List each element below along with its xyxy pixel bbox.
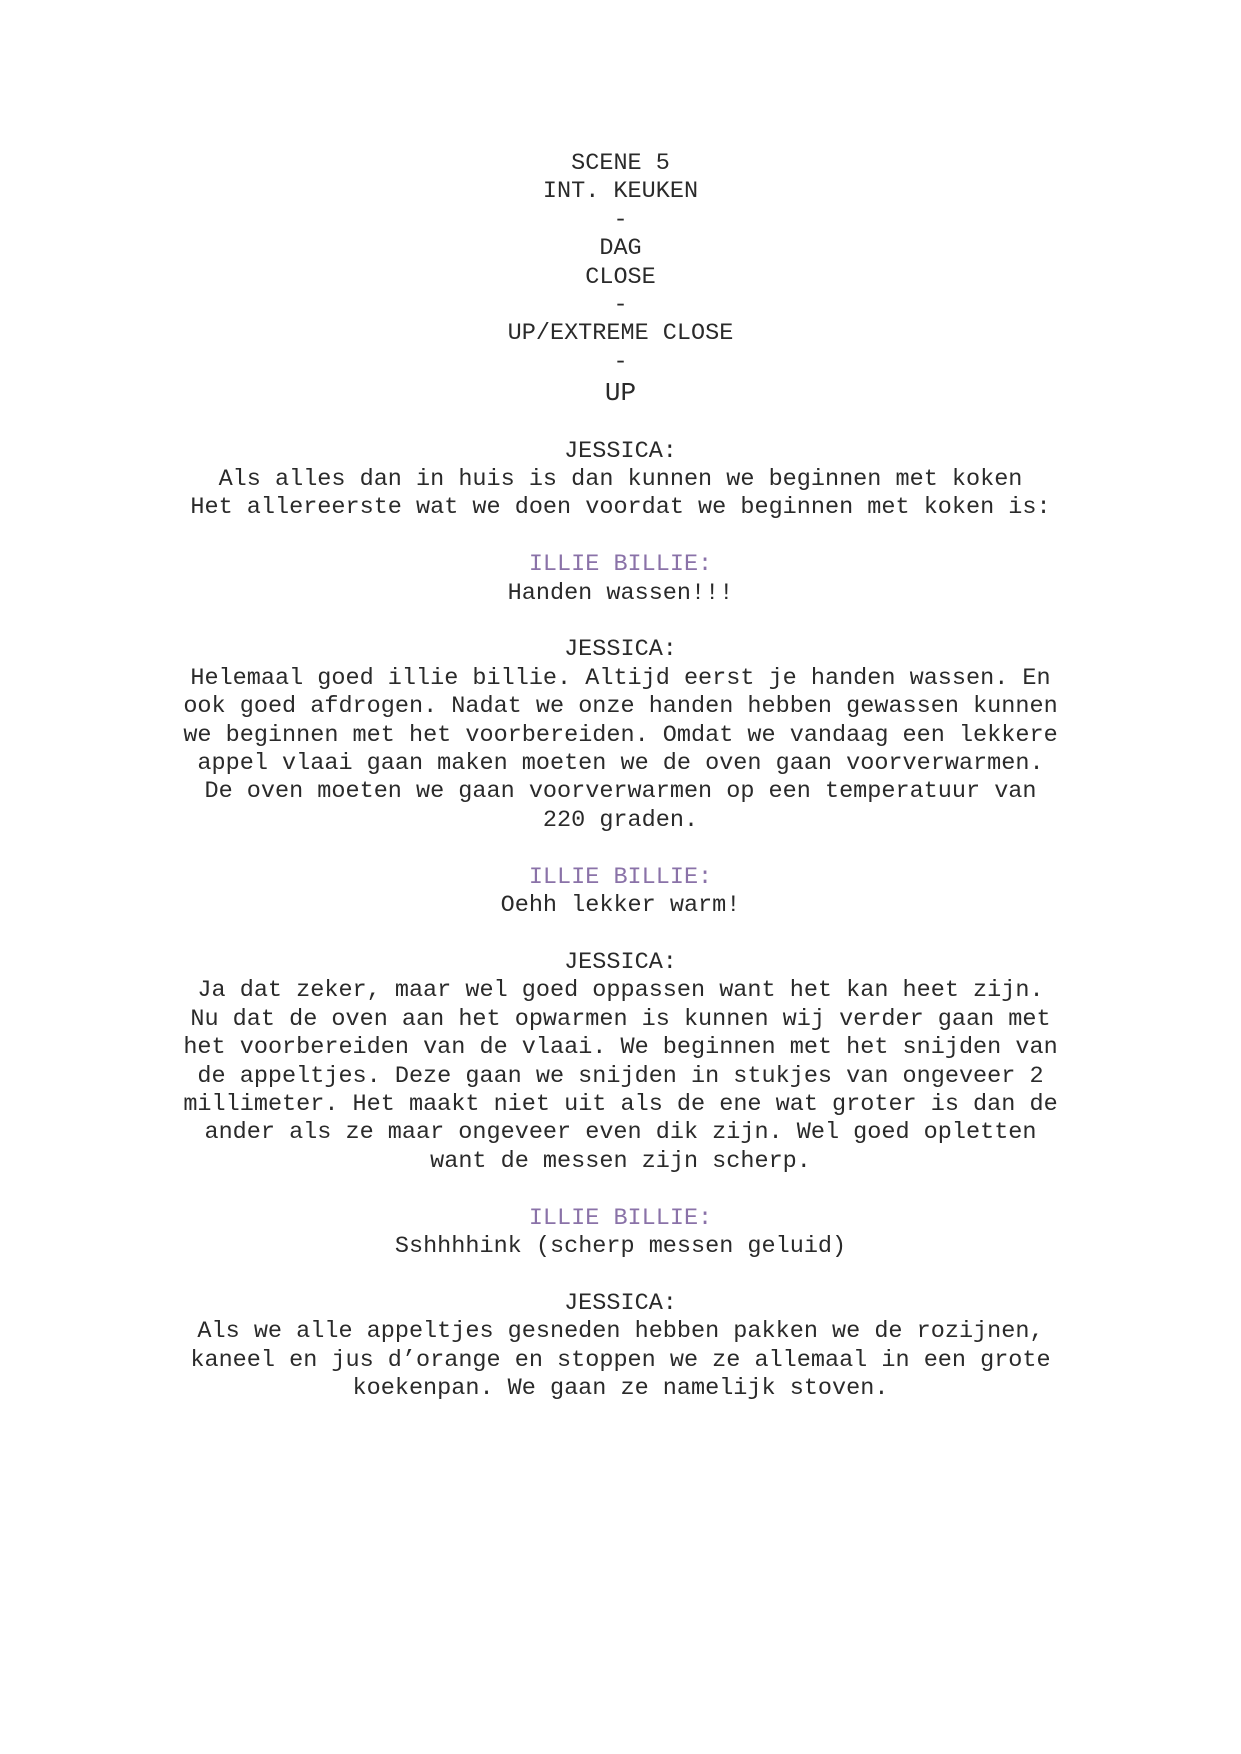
dialogue-line: Sshhhhink (scherp messen geluid) xyxy=(394,1232,847,1260)
dialogue-line: De oven moeten we gaan voorverwarmen op een temperatuur van xyxy=(204,778,1037,806)
dialogue-line: want de messen zijn scherp. xyxy=(430,1147,811,1175)
dialogue-block xyxy=(150,551,1091,608)
dialogue-line: ander als ze maar ongeveer even dik zijn. Wel goed opletten xyxy=(204,1119,1037,1147)
dialogue-line: Als alles dan in huis is dan kunnen we beginnen met koken xyxy=(218,466,1023,494)
dialogue-block xyxy=(150,636,1091,835)
dialogue-text xyxy=(150,1318,1091,1403)
dialogue-text xyxy=(150,466,1091,523)
dialogue-line: we beginnen met het voorbereiden. Omdat we vandaag een lekkere xyxy=(183,721,1058,749)
dialogue-line: de appeltjes. Deze gaan we snijden in stukjes van ongeveer 2 xyxy=(197,1062,1044,1090)
speaker-name: JESSICA: xyxy=(564,437,677,465)
dialogue-block xyxy=(150,1290,1091,1404)
dialogue-block xyxy=(150,949,1091,1176)
speaker-name: JESSICA: xyxy=(564,636,677,664)
scene-number: SCENE 5 xyxy=(571,150,670,177)
scene-shot: UP xyxy=(604,378,637,409)
script-body xyxy=(150,150,1091,1403)
dialogue-line: Nu dat de oven aan het opwarmen is kunnen wij verder gaan met xyxy=(190,1005,1051,1033)
scene-separator: - xyxy=(613,292,628,320)
dialogue-line: ook goed afdrogen. Nadat we onze handen hebben gewassen kunnen xyxy=(183,693,1058,721)
scene-shot: UP/EXTREME CLOSE xyxy=(507,320,734,348)
speaker-name: ILLIE BILLIE: xyxy=(528,1204,713,1232)
dialogue-line: 220 graden. xyxy=(542,806,699,834)
dialogue-line: koekenpan. We gaan ze namelijk stoven. xyxy=(352,1374,889,1402)
dialogue-line: Helemaal goed illie billie. Altijd eerst je handen wassen. En xyxy=(190,664,1051,692)
scene-separator: - xyxy=(613,348,628,376)
dialogue-line: Als we alle appeltjes gesneden hebben pakken we de rozijnen, xyxy=(197,1318,1044,1346)
dialogue-block xyxy=(150,438,1091,523)
dialogue-text xyxy=(150,892,1091,920)
dialogue-text xyxy=(150,580,1091,608)
dialogue-line: kaneel en jus d’orange en stoppen we ze allemaal in een grote xyxy=(190,1346,1051,1374)
dialogue-line: Het allereerste wat we doen voordat we beginnen met koken is: xyxy=(190,494,1051,522)
scene-time: DAG xyxy=(599,235,642,263)
dialogue-text xyxy=(150,665,1091,835)
scene-separator: - xyxy=(613,206,628,234)
speaker-name: JESSICA: xyxy=(564,1289,677,1317)
dialogue-line: millimeter. Het maakt niet uit als de ene wat groter is dan de xyxy=(183,1090,1058,1118)
dialogue-text xyxy=(150,1233,1091,1261)
dialogue-text xyxy=(150,977,1091,1176)
speaker-name: ILLIE BILLIE: xyxy=(528,863,713,891)
scene-location: INT. KEUKEN xyxy=(542,178,699,206)
dialogue-line: Oehh lekker warm! xyxy=(500,892,741,920)
dialogue-line: Ja dat zeker, maar wel goed oppassen want het kan heet zijn. xyxy=(197,977,1044,1005)
dialogue-line: Handen wassen!!! xyxy=(507,579,734,607)
dialogue-line: appel vlaai gaan maken moeten we de oven gaan voorverwarmen. xyxy=(197,750,1044,778)
dialogue-block xyxy=(150,1205,1091,1262)
scene-shot: CLOSE xyxy=(585,263,656,291)
speaker-name: ILLIE BILLIE: xyxy=(528,551,713,579)
dialogue-line: het voorbereiden van de vlaai. We beginnen met het snijden van xyxy=(183,1034,1058,1062)
speaker-name: JESSICA: xyxy=(564,948,677,976)
dialogue-block xyxy=(150,864,1091,921)
scene-heading xyxy=(150,150,1091,409)
